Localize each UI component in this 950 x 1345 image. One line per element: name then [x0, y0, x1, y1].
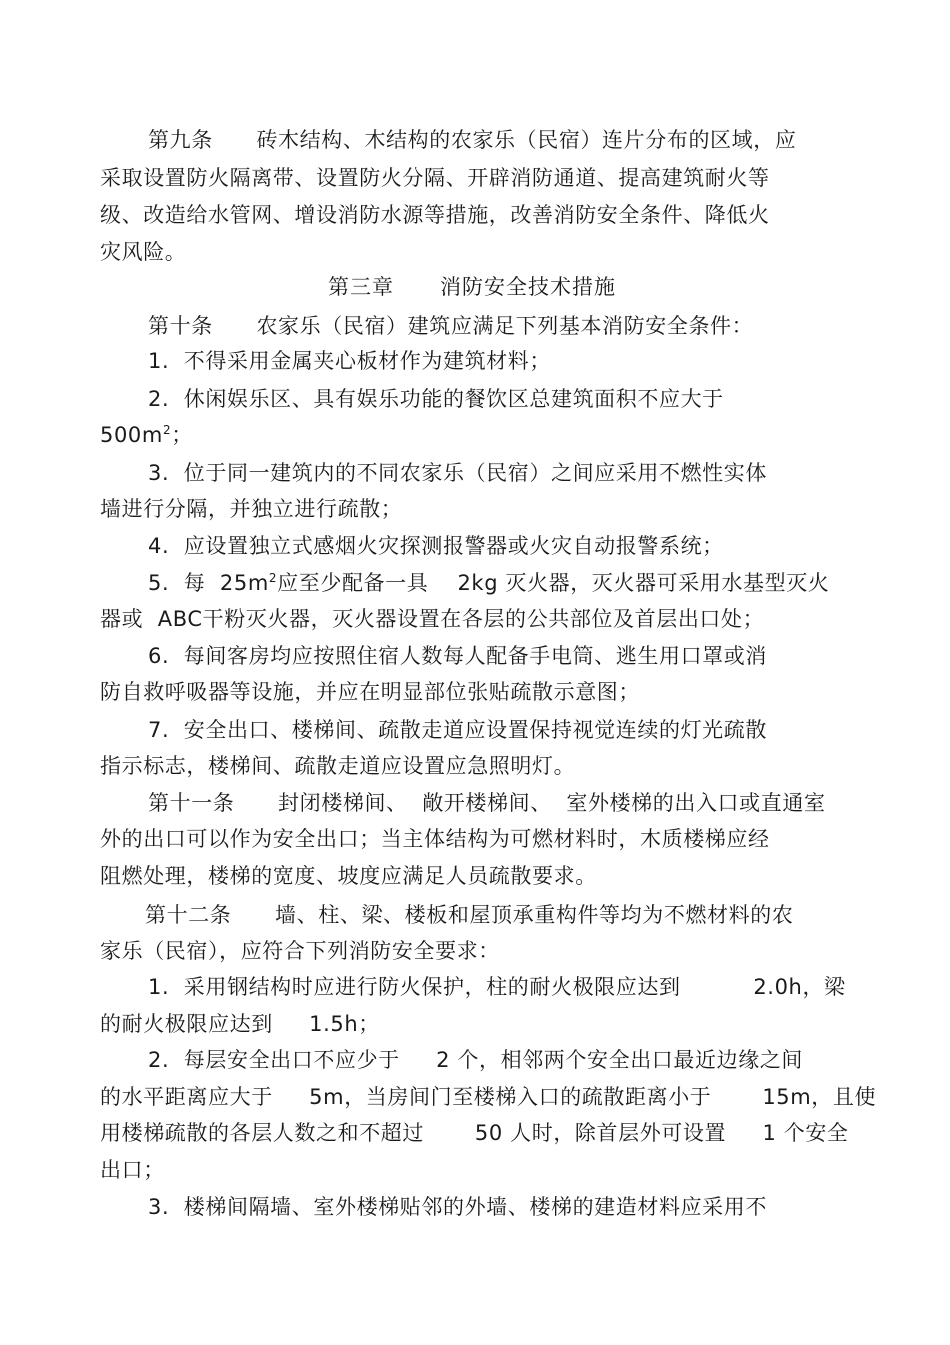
article-11-line-2: 外的出口可以作为安全出口；当主体结构为可燃材料时，木质楼梯应经: [100, 827, 770, 851]
area-value: 500m: [100, 423, 163, 447]
article-10-line-1: 第十条 农家乐（民宿）建筑应满足下列基本消防安全条件：: [148, 314, 754, 338]
article-10-item-7-line-2: 指示标志，楼梯间、疏散走道应设置应急照明灯。: [100, 754, 576, 778]
article-10-item-4: 4. 应设置独立式感烟火灾探测报警器或火灾自动报警系统；: [148, 534, 724, 558]
article-10-item-5-line-1: 5. 每 $25m^2$应至少配备一具 2kg 灭火器，灭火器可采用水基型灭火: [148, 571, 830, 595]
article-12-item-2-line-3: 用楼梯疏散的各层人数之和不超过 50 人时，除首层外可设置 1 个安全: [100, 1121, 849, 1145]
superscript-2: 2: [268, 571, 278, 585]
article-12-item-2-line-4: 出口；: [100, 1158, 165, 1182]
article-10-item-7-line-1: 7. 安全出口、楼梯间、疏散走道应设置保持视觉连续的灯光疏散: [148, 718, 767, 742]
article-9-line-3: 级、改造给水管网、增设消防水源等措施，改善消防安全条件、降低火: [100, 203, 770, 227]
article-10-item-2-line-1: 2. 休闲娱乐区、具有娱乐功能的餐饮区总建筑面积不应大于: [148, 387, 724, 411]
article-10-item-6-line-1: 6. 每间客房均应按照住宿人数每人配备手电筒、逃生用口罩或消: [148, 644, 767, 668]
chapter-3-title: 第三章 消防安全技术措施: [328, 275, 617, 299]
article-10-item-3-line-2: 墙进行分隔，并独立进行疏散；: [100, 497, 403, 521]
article-12-line-1: 第十二条 墙、柱、梁、楼板和屋顶承重构件等均为不燃材料的农: [145, 903, 794, 927]
article-12-item-2-line-1: 2. 每层安全出口不应少于 2 个，相邻两个安全出口最近边缘之间: [148, 1048, 803, 1072]
article-10-item-5-line-2: 器或 ABC干粉灭火器，灭火器设置在各层的公共部位及首层出口处；: [100, 607, 765, 631]
article-10-item-2-line-2: [100, 420, 193, 450]
article-12-item-2-line-2: 的水平距离应大于 5m，当房间门至楼梯入口的疏散距离小于 15m，且使: [100, 1085, 877, 1109]
article-12-item-1-line-1: 1. 采用钢结构时应进行防火保护，柱的耐火极限应达到 2.0h，梁: [148, 975, 846, 999]
article-9-line-2: 采取设置防火隔离带、设置防火分隔、开辟消防通道、提高建筑耐火等: [100, 166, 770, 190]
article-12-item-3-line-1: 3. 楼梯间隔墙、室外楼梯贴邻的外墙、楼梯的建造材料应采用不: [148, 1195, 767, 1219]
article-11-line-3: 阻燃处理，楼梯的宽度、坡度应满足人员疏散要求。: [100, 864, 597, 888]
article-10-item-6-line-2: 防自救呼吸器等设施，并应在明显部位张贴疏散示意图；: [100, 680, 640, 704]
superscript-2: 2: [162, 423, 172, 437]
article-11-line-1: 第十一条 封闭楼梯间、 敞开楼梯间、 室外楼梯的出入口或直通室: [148, 791, 826, 815]
article-12-line-2: 家乐（民宿），应符合下列消防安全要求：: [100, 939, 500, 963]
article-10-item-3-line-1: 3. 位于同一建筑内的不同农家乐（民宿）之间应采用不燃性实体: [148, 461, 767, 485]
article-9-line-4: 灾风险。: [100, 240, 187, 264]
semicolon: ；: [171, 423, 193, 447]
article-10-item-1: 1. 不得采用金属夹心板材作为建筑材料；: [148, 349, 551, 373]
article-12-item-1-line-2: 的耐火极限应达到 1.5h；: [100, 1012, 380, 1036]
article-9-line-1: 第九条 砖木结构、木结构的农家乐（民宿）连片分布的区域，应: [148, 128, 797, 152]
